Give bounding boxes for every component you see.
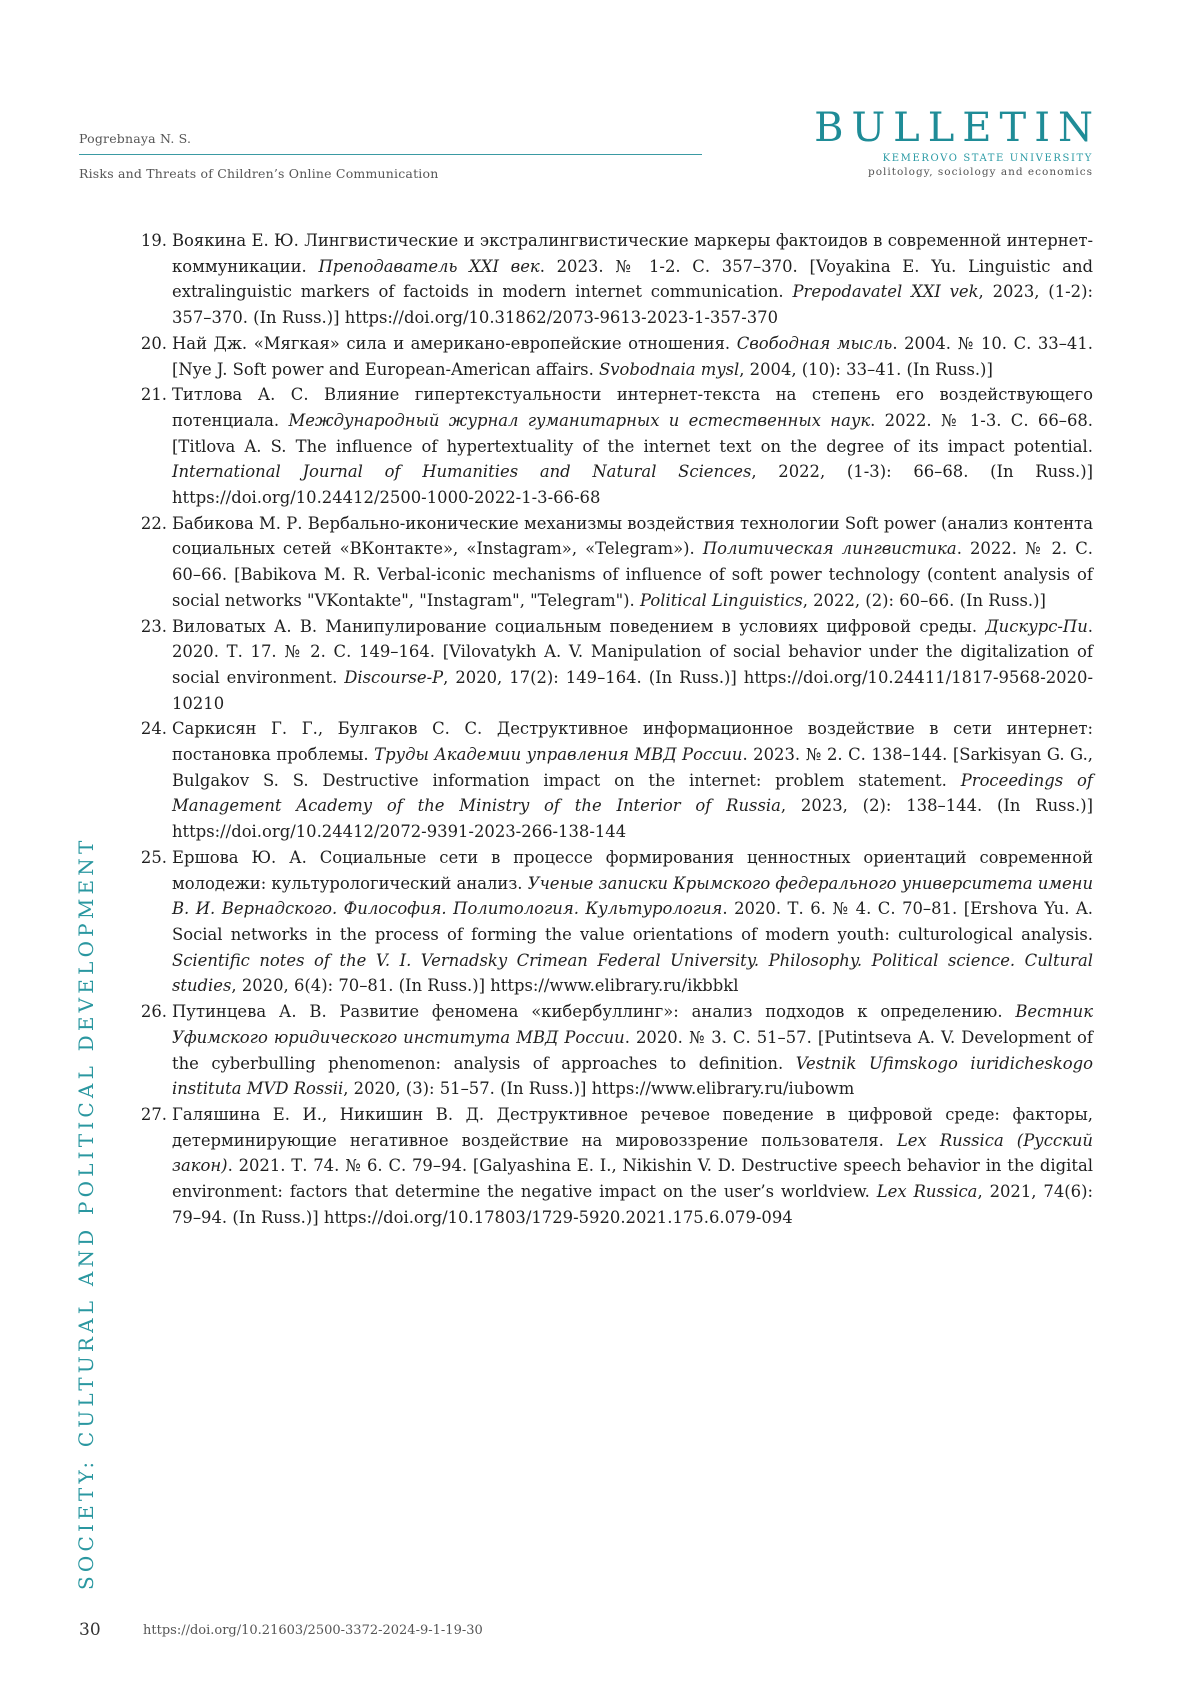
reference-item (134, 614, 1093, 717)
reference-source-title: Proceedings of Management Academy of the Ministry of the Interior of Russia (172, 771, 1093, 816)
reference-source-title: International Journal of Humanities and Natural Sciences (172, 462, 751, 481)
reference-text-segment: . 2020. Т. 6. № 4. С. 70–81. [Ershova Yu. A. Social networks in the process of forming the value orientations of modern youth: culturological analysis. (172, 899, 1093, 944)
reference-number: 20. (134, 331, 172, 382)
reference-text (172, 1102, 1093, 1231)
header-divider (79, 154, 702, 155)
journal-series: politology, sociology and economics (814, 166, 1093, 178)
reference-text-segment: , 2004, (10): 33–41. (In Russ.)] (739, 360, 993, 379)
reference-text-segment: Ершова Ю. А. Социальные сети в процессе формирования ценностных ориентаций современной молодежи: культурологический анализ. (172, 848, 1093, 893)
reference-item (134, 999, 1093, 1102)
article-doi: https://doi.org/10.21603/2500-3372-2024-9-1-19-30 (143, 1623, 483, 1638)
reference-source-title: Lex Russica (Русский закон) (172, 1131, 1093, 1176)
reference-source-title: Ученые записки Крымского федерального университета имени В. И. Вернадского. Философия. Политология. Культурология (172, 874, 1093, 919)
reference-item (134, 228, 1093, 331)
page-number: 30 (79, 1620, 101, 1640)
reference-source-title: Вестник Уфимского юридического института МВД России (172, 1002, 1093, 1047)
reference-source-title: Lex Russica (877, 1182, 978, 1201)
reference-source-title: Международный журнал гуманитарных и естественных наук (288, 411, 870, 430)
reference-text-segment: Путинцева А. В. Развитие феномена «кибербуллинг»: анализ подходов к определению. (172, 1002, 1015, 1021)
reference-text-segment: Воякина Е. Ю. Лингвистические и экстралингвистические маркеры фактоидов в современной интернет-коммуникации. (172, 231, 1093, 276)
reference-source-title: Политическая лингвистика (703, 539, 957, 558)
reference-text-segment: . 2004. № 10. С. 33–41. [Nye J. Soft power and European-American affairs. (172, 334, 1093, 379)
reference-text (172, 228, 1093, 331)
reference-text (172, 511, 1093, 614)
reference-text-segment: Саркисян Г. Г., Булгаков С. С. Деструктивное информационное воздействие в сети интернет: постановка проблемы. (172, 719, 1093, 764)
reference-text-segment: Галяшина Е. И., Никишин В. Д. Деструктивное речевое поведение в цифровой среде: факторы, детерминирующие негативное воздействие на мировоззрение пользователя. (172, 1105, 1093, 1150)
reference-number: 21. (134, 382, 172, 511)
reference-item (134, 511, 1093, 614)
reference-number: 22. (134, 511, 172, 614)
reference-source-title: Свободная мысль (737, 334, 893, 353)
reference-text-segment: Бабикова М. Р. Вербально-иконические механизмы воздействия технологии Soft power (анализ контента социальных сетей «ВКонтакте», «Instagram», «Telegram»). (172, 514, 1093, 559)
reference-item (134, 1102, 1093, 1231)
reference-text (172, 716, 1093, 845)
reference-text-segment: , 2020, (3): 51–57. (In Russ.)] https://www.elibrary.ru/iubowm (343, 1079, 854, 1098)
reference-item (134, 845, 1093, 999)
reference-number: 19. (134, 228, 172, 331)
reference-text-segment: , 2020, 17(2): 149–164. (In Russ.)] https://doi.org/10.24411/1817-9568-2020-10210 (172, 668, 1093, 713)
running-author: Pogrebnaya N. S. (79, 131, 191, 146)
reference-text (172, 331, 1093, 382)
reference-source-title: Svobodnaia mysl (599, 360, 739, 379)
reference-number: 25. (134, 845, 172, 999)
running-article-title: Risks and Threats of Children’s Online Communication (79, 166, 438, 181)
journal-university: KEMEROVO STATE UNIVERSITY (814, 153, 1093, 164)
reference-text (172, 999, 1093, 1102)
reference-text-segment: . 2022. № 1-3. С. 66–68. [Titlova A. S. The influence of hypertextuality of the internet text on the degree of its impact potential. (172, 411, 1093, 456)
reference-text (172, 382, 1093, 511)
reference-text-segment: , 2020, 6(4): 70–81. (In Russ.)] https://www.elibrary.ru/ikbbkl (231, 976, 738, 995)
reference-text-segment: , 2023, (2): 138–144. (In Russ.)] https://doi.org/10.24412/2072-9391-2023-266-138-144 (172, 796, 1093, 841)
reference-text-segment: . 2023. № 1-2. С. 357–370. [Voyakina E. Yu. Linguistic and extralinguistic markers of factoids in modern internet communication. (172, 257, 1093, 302)
reference-source-title: Scientific notes of the V. I. Vernadsky Crimean Federal University. Philosophy. Political science. Cultural studies (172, 951, 1093, 996)
reference-source-title: Труды Академии управления МВД России (374, 745, 742, 764)
reference-text-segment: , 2022, (2): 60–66. (In Russ.)] (803, 591, 1046, 610)
reference-number: 23. (134, 614, 172, 717)
reference-source-title: Discourse-P (344, 668, 443, 687)
reference-text-segment: . 2023. № 2. С. 138–144. [Sarkisyan G. G., Bulgakov S. S. Destructive information impact on the internet: problem statement. (172, 745, 1093, 790)
reference-number: 26. (134, 999, 172, 1102)
reference-text-segment: , 2022, (1-3): 66–68. (In Russ.)] https://doi.org/10.24412/2500-1000-2022-1-3-66-68 (172, 462, 1093, 507)
reference-text-segment: , 2021, 74(6): 79–94. (In Russ.)] https://doi.org/10.17803/1729-5920.2021.175.6.079-094 (172, 1182, 1093, 1227)
reference-text-segment: , 2023, (1-2): 357–370. (In Russ.)] https://doi.org/10.31862/2073-9613-2023-1-357-370 (172, 282, 1093, 327)
reference-text-segment: . 2020. № 3. С. 51–57. [Putintseva A. V. Development of the cyberbulling phenomenon: analysis of approaches to definition. (172, 1028, 1093, 1073)
journal-logo-title: BULLETIN (814, 108, 1101, 148)
reference-text (172, 845, 1093, 999)
journal-logo (814, 108, 1093, 178)
reference-text-segment: . 2021. Т. 74. № 6. С. 79–94. [Galyashina E. I., Nikishin V. D. Destructive speech behavior in the digital environment: factors that determine the negative impact on the user’s worldview. (172, 1156, 1093, 1201)
reference-text-segment: Виловатых А. В. Манипулирование социальным поведением в условиях цифровой среды. (172, 617, 985, 636)
reference-list (134, 228, 1093, 1230)
reference-text (172, 614, 1093, 717)
reference-source-title: Преподаватель XXI век (318, 257, 539, 276)
reference-source-title: Prepodavatel XXI vek (792, 282, 978, 301)
section-side-label: SOCIETY: CULTURAL AND POLITICAL DEVELOPMENT (74, 836, 98, 1590)
reference-number: 24. (134, 716, 172, 845)
reference-source-title: Vestnik Ufimskogo iuridicheskogo instituta MVD Rossii (172, 1054, 1093, 1099)
reference-text-segment: Най Дж. «Мягкая» сила и американо-европейские отношения. (172, 334, 737, 353)
reference-number: 27. (134, 1102, 172, 1231)
reference-text-segment: Титлова А. С. Влияние гипертекстуальности интернет-текста на степень его воздействующего потенциала. (172, 385, 1093, 430)
reference-source-title: Дискурс-Пи (985, 617, 1087, 636)
reference-source-title: Political Linguistics (640, 591, 803, 610)
reference-item (134, 382, 1093, 511)
reference-text-segment: . 2022. № 2. С. 60–66. [Babikova M. R. Verbal-iconic mechanisms of influence of soft power technology (content analysis of social networks "VKontakte", "Instagram", "Telegram"). (172, 539, 1093, 609)
reference-item (134, 716, 1093, 845)
reference-item (134, 331, 1093, 382)
reference-text-segment: . 2020. Т. 17. № 2. С. 149–164. [Vilovatykh A. V. Manipulation of social behavior under the digitalization of social environment. (172, 617, 1093, 687)
